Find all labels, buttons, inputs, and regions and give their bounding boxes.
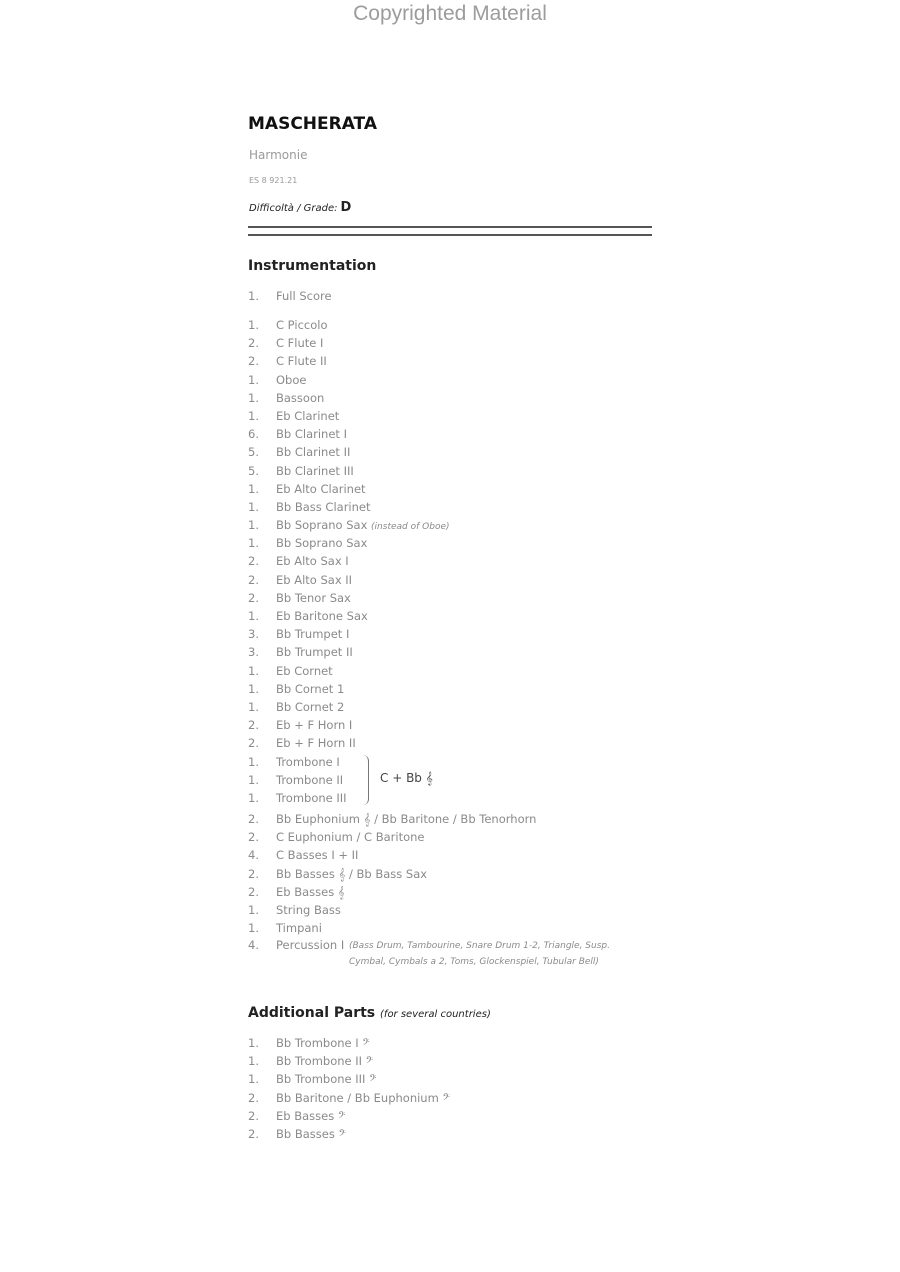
item-name-text: Eb + F Horn I xyxy=(276,718,353,733)
item-name-text: C Euphonium / C Baritone xyxy=(276,830,425,845)
item-quantity: 2. xyxy=(248,1126,259,1141)
item-name xyxy=(276,755,340,769)
item-name xyxy=(276,554,349,568)
difficulty-grade xyxy=(249,200,351,215)
item-quantity: 1. xyxy=(248,921,259,936)
item-name-text: Bb Trumpet II xyxy=(276,645,353,660)
item-name xyxy=(276,1036,370,1051)
item-name-text: Bb Clarinet III xyxy=(276,463,354,478)
item-name: Full Score xyxy=(276,289,332,303)
item-quantity: 1. xyxy=(248,408,259,423)
item-name xyxy=(276,427,347,441)
item-quantity: 1. xyxy=(248,773,259,788)
item-quantity: 1. xyxy=(248,390,259,405)
item-quantity: 2. xyxy=(248,336,259,351)
item-name xyxy=(276,791,347,805)
item-name xyxy=(276,591,351,605)
item-name xyxy=(276,1127,346,1142)
item-name xyxy=(276,627,349,641)
item-name-text: Bb Baritone / Bb Euphonium 𝄢 xyxy=(276,1090,450,1105)
item-name-text: C Flute II xyxy=(276,354,327,369)
item-name-text: Bb Bass Clarinet xyxy=(276,499,371,514)
item-name-text: Eb Alto Sax I xyxy=(276,554,349,569)
item-name-text: Eb Alto Sax II xyxy=(276,572,353,587)
item-name-text: C Piccolo xyxy=(276,318,328,332)
instrumentation-heading: Instrumentation xyxy=(248,258,377,274)
additional-heading-text: Additional Parts xyxy=(248,1005,376,1021)
item-quantity: 1. xyxy=(248,372,259,387)
bracket-label: C + Bb 𝄞 xyxy=(380,771,433,785)
item-name-text: C Flute I xyxy=(276,336,324,351)
item-name xyxy=(276,848,358,862)
item-quantity: 1. xyxy=(248,902,259,917)
item-quantity: 2. xyxy=(248,812,259,826)
item-quantity: 1. xyxy=(248,536,259,551)
item-name xyxy=(276,336,323,350)
item-name xyxy=(276,464,354,478)
item-name-text: C Basses I + II xyxy=(276,848,359,863)
item-name-text: Bb Trombone II 𝄢 xyxy=(276,1054,374,1069)
item-name-text: Bb Soprano Sax xyxy=(276,518,368,533)
item-name xyxy=(276,409,339,423)
item-name xyxy=(276,1072,376,1087)
copyright-watermark: Copyrighted Material xyxy=(353,2,547,25)
item-name xyxy=(276,885,345,900)
item-quantity: 2. xyxy=(248,718,259,733)
item-quantity: 4. xyxy=(248,938,259,952)
item-name xyxy=(276,812,536,827)
item-quantity: 2. xyxy=(248,1090,259,1105)
item-quantity: 2. xyxy=(248,830,259,845)
item-quantity: 5. xyxy=(248,445,259,460)
piece-title: MASCHERATA xyxy=(248,114,377,134)
item-quantity: 1. xyxy=(248,289,259,303)
item-name xyxy=(276,391,324,405)
item-name xyxy=(276,1091,450,1106)
item-note: (instead of Oboe) xyxy=(371,522,450,533)
item-name-text: Bb Trombone III 𝄢 xyxy=(276,1072,377,1087)
item-name-text: Eb Basses 𝄞 xyxy=(276,884,345,899)
item-quantity: 2. xyxy=(248,590,259,605)
item-name xyxy=(276,500,371,514)
item-name-text: Bb Basses 𝄞 / Bb Bass Sax xyxy=(276,866,428,881)
item-name xyxy=(276,518,450,532)
item-name xyxy=(276,1054,373,1069)
item-name-text: Eb Cornet xyxy=(276,663,333,678)
item-quantity: 2. xyxy=(248,354,259,369)
item-name xyxy=(276,445,350,459)
item-name-text: Oboe xyxy=(276,372,307,387)
item-name-text: Eb + F Horn II xyxy=(276,736,356,751)
item-quantity: 1. xyxy=(248,681,259,696)
grade-value: D xyxy=(340,200,352,215)
group-bracket xyxy=(360,755,369,805)
item-quantity: 2. xyxy=(248,572,259,587)
item-name-text: Trombone I xyxy=(276,755,340,769)
grade-label: Difficoltà / Grade: xyxy=(249,203,338,214)
item-name-text: Bassoon xyxy=(276,390,325,405)
trombone-group xyxy=(248,755,548,811)
item-quantity: 3. xyxy=(248,645,259,660)
item-name-text: Eb Alto Clarinet xyxy=(276,481,366,496)
item-name xyxy=(276,573,352,587)
item-quantity: 1. xyxy=(248,791,259,806)
item-name-text: Bb Basses 𝄢 xyxy=(276,1126,346,1141)
item-name xyxy=(276,482,366,496)
item-quantity: 2. xyxy=(248,736,259,751)
item-name xyxy=(276,645,353,659)
item-name-text: Trombone III xyxy=(276,791,347,806)
item-quantity: 1. xyxy=(248,755,259,769)
item-quantity: 1. xyxy=(248,518,259,533)
item-quantity: 2. xyxy=(248,1108,259,1123)
item-name xyxy=(276,718,352,732)
item-quantity: 6. xyxy=(248,427,259,442)
percussion-row xyxy=(248,938,668,986)
item-quantity: 2. xyxy=(248,866,259,881)
item-name-text: Eb Basses 𝄢 xyxy=(276,1108,346,1123)
item-name xyxy=(276,773,343,787)
item-name-text: Bb Trumpet I xyxy=(276,627,350,642)
item-name-text: Timpani xyxy=(276,921,322,936)
item-name-text: Eb Clarinet xyxy=(276,408,340,423)
item-name-text: Eb Baritone Sax xyxy=(276,609,368,623)
item-name-text: Bb Euphonium 𝄞 / Bb Baritone / Bb Tenorhorn xyxy=(276,812,537,826)
item-name xyxy=(276,867,427,882)
item-name xyxy=(276,373,306,387)
item-name xyxy=(276,1109,345,1124)
item-name xyxy=(276,700,344,714)
item-name xyxy=(276,536,367,550)
item-name-text: Bb Tenor Sax xyxy=(276,590,351,605)
item-name-text: Bb Soprano Sax xyxy=(276,536,368,551)
item-name xyxy=(276,318,327,332)
item-quantity: 1. xyxy=(248,663,259,678)
double-rule-divider xyxy=(248,226,652,236)
item-quantity: 1. xyxy=(248,1072,259,1087)
item-name-text: Bb Cornet 2 xyxy=(276,699,345,714)
item-name xyxy=(276,354,327,368)
piece-subtitle: Harmonie xyxy=(249,148,308,162)
item-name: Percussion I xyxy=(276,938,345,952)
item-name-text: Bb Clarinet II xyxy=(276,445,351,460)
item-name xyxy=(276,609,368,623)
item-name xyxy=(276,736,356,750)
item-quantity: 4. xyxy=(248,848,259,863)
item-quantity: 1. xyxy=(248,609,259,623)
item-name xyxy=(276,830,424,844)
item-quantity: 1. xyxy=(248,699,259,714)
item-quantity: 1. xyxy=(248,1054,259,1069)
additional-parts-heading xyxy=(248,1005,491,1021)
item-quantity: 2. xyxy=(248,884,259,899)
item-name xyxy=(276,682,344,696)
item-quantity: 3. xyxy=(248,627,259,642)
item-quantity: 1. xyxy=(248,481,259,496)
item-quantity: 1. xyxy=(248,318,259,332)
item-name-text: Bb Trombone I 𝄢 xyxy=(276,1036,370,1050)
item-name xyxy=(276,903,341,917)
item-name xyxy=(276,664,333,678)
item-name-text: Bb Clarinet I xyxy=(276,427,347,442)
percussion-note: (Bass Drum, Tambourine, Snare Drum 1-2, Triangle, Susp. Cymbal, Cymbals a 2, Toms, Glockenspiel, Tubular Bell) xyxy=(349,941,610,967)
catalog-code: ES 8 921.21 xyxy=(249,176,298,185)
item-quantity: 5. xyxy=(248,463,259,478)
item-name-text: String Bass xyxy=(276,902,341,917)
item-name-text: Bb Cornet 1 xyxy=(276,681,345,696)
item-quantity: 2. xyxy=(248,554,259,569)
item-name-text: Trombone II xyxy=(276,773,344,788)
additional-heading-note: (for several countries) xyxy=(380,1009,491,1020)
item-quantity: 1. xyxy=(248,499,259,514)
item-name xyxy=(276,921,322,935)
item-quantity: 1. xyxy=(248,1036,259,1050)
